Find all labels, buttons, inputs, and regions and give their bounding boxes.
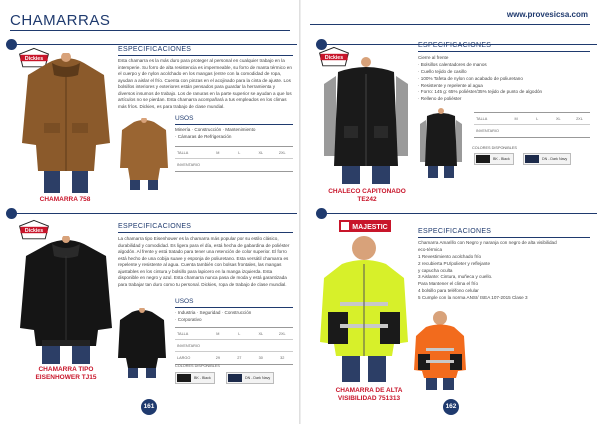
features-list: [418, 55, 590, 103]
size-table-row: INVENTARIO: [177, 163, 200, 167]
title-rule: [10, 30, 290, 31]
specs-rule: [418, 237, 590, 238]
feature-item: 2 recubierta PU/polieter y reflejante: [418, 260, 491, 266]
color-swatch-black: BK - Black: [175, 372, 215, 384]
section-dot: [316, 208, 327, 219]
section-dot: [6, 208, 17, 219]
use-item: · Industria · Seguridad · Construcción: [175, 310, 252, 315]
color-chip: [476, 155, 490, 163]
feature-item: y capucha oculta: [418, 267, 453, 273]
jacket-758-photo: [18, 53, 114, 193]
product-description: La chamarra tipo Eisenhower es la chamarra más popular por su estilo clásico, durabilidad y comodidad. Es ligera para el día, está hecha de gabardina de poliéster algodón. Al frente y está tratado para tener una retención de color superior. El forro está hecho de una cobija suave y esponja de poliuretano. Esta versátil chamarra es repelente y resistente al agua. Cuenta también con bolsas frontales, las mangas ajustables en los cintura y bolsillo para lapicero en la manga izquierda. Esta disponible en negro y azul. Esta chamarra nunca pasa de moda y está garantizada para trabajar tan duro como tu personal. Dickies, ropa de trabajo de clase mundial.: [118, 236, 290, 287]
color-chip: [525, 155, 539, 163]
dickies-logo-text: Dickies: [324, 55, 344, 62]
feature-item: 4 bolsillo para teléfono celular: [418, 288, 479, 294]
specs-rule: [418, 51, 590, 52]
specs-heading: ESPECIFICACIONES: [418, 42, 492, 49]
section-rule: [327, 213, 597, 214]
size-table-row: LARGO 29 27 30 32: [177, 356, 285, 360]
page-number-right: 162: [443, 399, 459, 415]
size-table: [474, 112, 590, 138]
specs-heading: ESPECIFICACIONES: [118, 223, 192, 230]
specs-heading: ESPECIFICACIONES: [418, 228, 492, 235]
specs-rule: [118, 55, 293, 56]
feature-item: · Bolsillos calentadores de manos: [418, 61, 487, 67]
hivis-yellow-jacket-photo: [318, 232, 410, 382]
page-fold: [299, 0, 301, 424]
feature-item: Chamarra Amarillo con Negro y naranja con negro de alta visibilidad: [418, 240, 557, 245]
features-list: [418, 240, 590, 302]
use-item: Minería · Construcción · Mantenimiento: [175, 127, 256, 132]
product-caption: CHAMARRA DE ALTA VISIBILIDAD 751313: [335, 387, 403, 403]
specs-heading: ESPECIFICACIONES: [118, 46, 192, 53]
colors-label: COLORES DISPONIBLES: [472, 146, 517, 150]
jacket-tj15-back-photo: [116, 308, 168, 378]
feature-item: eco-térmica: [418, 246, 442, 252]
vest-te242-back-photo: [416, 108, 466, 178]
size-table-header: TALLA M L XL 2XL: [175, 328, 293, 340]
section-rule: [17, 213, 297, 214]
vest-te242-photo: [318, 56, 414, 184]
dickies-logo-text: Dickies: [24, 228, 44, 235]
use-item: · Cámaras de Refrigeración: [175, 133, 232, 139]
feature-item: Para Mantener el clima el frío: [418, 281, 478, 287]
section-dot: [6, 39, 17, 50]
uses-heading: USOS: [175, 298, 194, 305]
feature-item: Cierre al frente: [418, 55, 449, 60]
section-rule: [17, 44, 297, 45]
specs-rule: [118, 232, 293, 233]
feature-item: · Cuello tejido de casillo: [418, 68, 467, 74]
color-swatch-navy: DN - Dark Navy: [523, 153, 571, 165]
uses-list: [175, 310, 293, 324]
size-table: [175, 146, 293, 172]
color-chip: [228, 374, 242, 382]
uses-rule: [175, 124, 293, 125]
size-table-row: INVENTARIO: [175, 340, 293, 352]
feature-item: · Resistente y repelente al agua: [418, 82, 483, 88]
dickies-logo-text: Dickies: [24, 56, 44, 63]
color-swatch-black: BK - Black: [474, 153, 514, 165]
product-description: Esta chamarra es la más duro para proteger al personal en cualquier trabajo en la intemperie. Su forro de alta resistencia es impermeable, su forro de manta térmico en el cuerpo y de nylon acolchado en los mangas (entre con la comodidad de ropa, ayudan a aislar el frío. Cuenta con pinzas en el acojinado para la cinta de ajuste. Los bolsillos interiores y exteriores están pensados para guardar la herramienta y diversos insumos de trabajo. Los de ranuras en la parte superior se ayudan a que los artículos no se pierdan. Esta chamarra acompañará a tus empleados en los climas más fríos. Dickies, es para trabajo de clase mundial.: [118, 58, 292, 109]
page-number-left: 161: [141, 399, 157, 415]
size-table-header: TALLA M L XL 2XL: [474, 113, 590, 125]
size-table-row: INVENTARIO: [476, 129, 499, 133]
majestic-logo: [339, 219, 391, 231]
majestic-logo-text: MAJESTIC: [352, 224, 388, 231]
size-table-header: TALLA M L XL 2XL: [175, 147, 293, 159]
uses-rule: [175, 307, 293, 308]
uses-heading: USOS: [175, 115, 194, 122]
feature-item: · Relleno de poliéster: [418, 96, 462, 102]
jacket-758-back-photo: [118, 118, 170, 190]
color-swatch-navy: DN - Dark Navy: [226, 372, 274, 384]
header-rule: [310, 24, 590, 25]
feature-item: · Forro: 145 g: 65% poliéster/35% tejido de punto de algodón: [418, 89, 543, 95]
feature-item: 1 Revestimiento acolchado frío: [418, 253, 482, 259]
product-caption: CHAMARRA TIPO EISENHOWER TJ15: [35, 366, 97, 382]
product-caption: CHALECO CAPITONADO TE242: [328, 188, 406, 204]
feature-item: 3 Aislante: Cintura, muñeca y cuello.: [418, 274, 493, 280]
feature-item: · 100% Tafeta de nylon con acabado de poliuretano: [418, 75, 523, 81]
jacket-tj15-photo: [18, 236, 114, 364]
page-title: CHAMARRAS: [10, 12, 111, 29]
uses-list: [175, 127, 293, 141]
feature-item: 5 Cumple con la norma ANSI/ ISEA 107-2015 Clase 3: [418, 295, 528, 301]
product-caption: CHAMARRA 758: [39, 196, 91, 203]
colors-label: COLORES DISPONIBLES: [175, 364, 220, 368]
color-chip: [177, 374, 191, 382]
size-table: [175, 327, 293, 365]
use-item: · Corporativo: [175, 316, 202, 322]
hivis-orange-jacket-photo: [412, 310, 468, 390]
website-link[interactable]: www.provesicsa.com: [506, 10, 588, 19]
